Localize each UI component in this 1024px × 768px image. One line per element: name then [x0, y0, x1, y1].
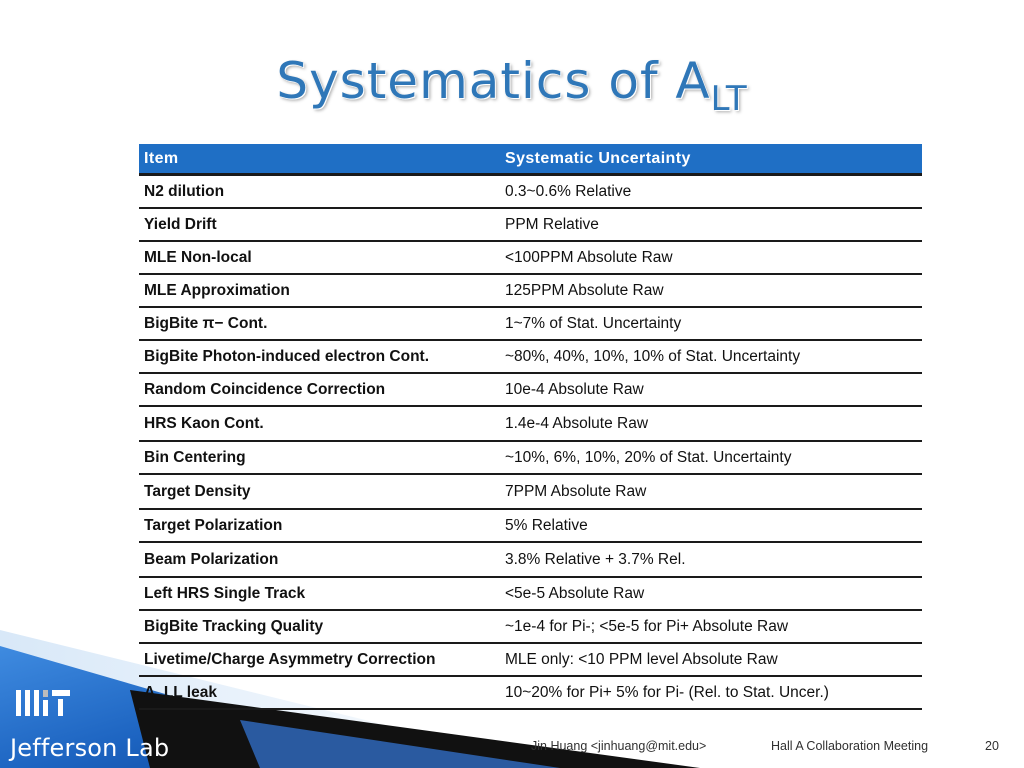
table-row [139, 176, 922, 209]
title-main: Systematics of A [276, 52, 711, 110]
table-row [139, 374, 922, 407]
uncertainty-cell: 0.3~0.6% Relative [505, 182, 632, 200]
table-row [139, 510, 922, 543]
item-cell: BigBite Photon-induced electron Cont. [144, 347, 430, 365]
table-row [139, 475, 922, 510]
item-cell: Bin Centering [144, 448, 246, 466]
item-cell: BigBite π− Cont. [144, 314, 268, 332]
item-cell: BigBite Tracking Quality [144, 617, 324, 635]
table-row [139, 442, 922, 475]
uncertainty-cell: MLE only: <10 PPM level Absolute Raw [505, 650, 778, 668]
uncertainty-cell: 5% Relative [505, 516, 588, 534]
footer-author: Jin Huang <jinhuang@mit.edu> [531, 739, 707, 753]
uncertainty-cell: <5e-5 Absolute Raw [505, 584, 645, 602]
item-cell: Target Density [144, 482, 251, 500]
uncertainty-cell: PPM Relative [505, 215, 599, 233]
table-row [139, 242, 922, 275]
footer-page-number: 20 [985, 739, 999, 753]
table-row [139, 543, 922, 578]
table-row [139, 578, 922, 611]
table-row [139, 407, 922, 442]
jefferson-lab-logo: Jefferson Lab [10, 734, 170, 762]
uncertainty-cell: 1~7% of Stat. Uncertainty [505, 314, 682, 332]
table-row [139, 611, 922, 644]
table-row [139, 275, 922, 308]
uncertainty-cell: ~80%, 40%, 10%, 10% of Stat. Uncertainty [505, 347, 801, 365]
item-cell: N2 dilution [144, 182, 225, 200]
footer-meeting: Hall A Collaboration Meeting [771, 739, 929, 753]
table-row [139, 341, 922, 374]
title-subscript: LT [710, 79, 748, 119]
table-header-row [139, 144, 922, 176]
table-row [139, 644, 922, 677]
item-cell: Left HRS Single Track [144, 584, 306, 602]
item-cell: Random Coincidence Correction [144, 380, 386, 398]
item-cell: MLE Non-local [144, 248, 252, 266]
uncertainty-cell: 3.8% Relative + 3.7% Rel. [505, 550, 686, 568]
header-systematic-uncertainty: Systematic Uncertainty [505, 149, 691, 167]
item-cell: Target Polarization [144, 516, 283, 534]
table-row [139, 209, 922, 242]
header-item: Item [144, 149, 179, 167]
item-cell: Livetime/Charge Asymmetry Correction [144, 650, 436, 668]
table-row [139, 677, 922, 710]
uncertainty-cell: 7PPM Absolute Raw [505, 482, 647, 500]
uncertainty-cell: <100PPM Absolute Raw [505, 248, 673, 266]
uncertainty-cell: 10e-4 Absolute Raw [505, 380, 644, 398]
uncertainty-cell: 125PPM Absolute Raw [505, 281, 664, 299]
uncertainty-cell: ~10%, 6%, 10%, 20% of Stat. Uncertainty [505, 448, 792, 466]
item-cell: HRS Kaon Cont. [144, 414, 264, 432]
uncertainty-cell: 10~20% for Pi+ 5% for Pi- (Rel. to Stat. Uncer.) [505, 683, 829, 701]
mit-logo [16, 690, 70, 716]
slide-title [0, 52, 1024, 119]
systematics-table [139, 144, 922, 710]
item-cell: MLE Approximation [144, 281, 290, 299]
item-cell: Yield Drift [144, 215, 217, 233]
uncertainty-cell: ~1e-4 for Pi-; <5e-5 for Pi+ Absolute Raw [505, 617, 789, 635]
item-cell: A_LL leak [144, 683, 217, 701]
item-cell: Beam Polarization [144, 550, 279, 568]
table-row [139, 308, 922, 341]
uncertainty-cell: 1.4e-4 Absolute Raw [505, 414, 649, 432]
